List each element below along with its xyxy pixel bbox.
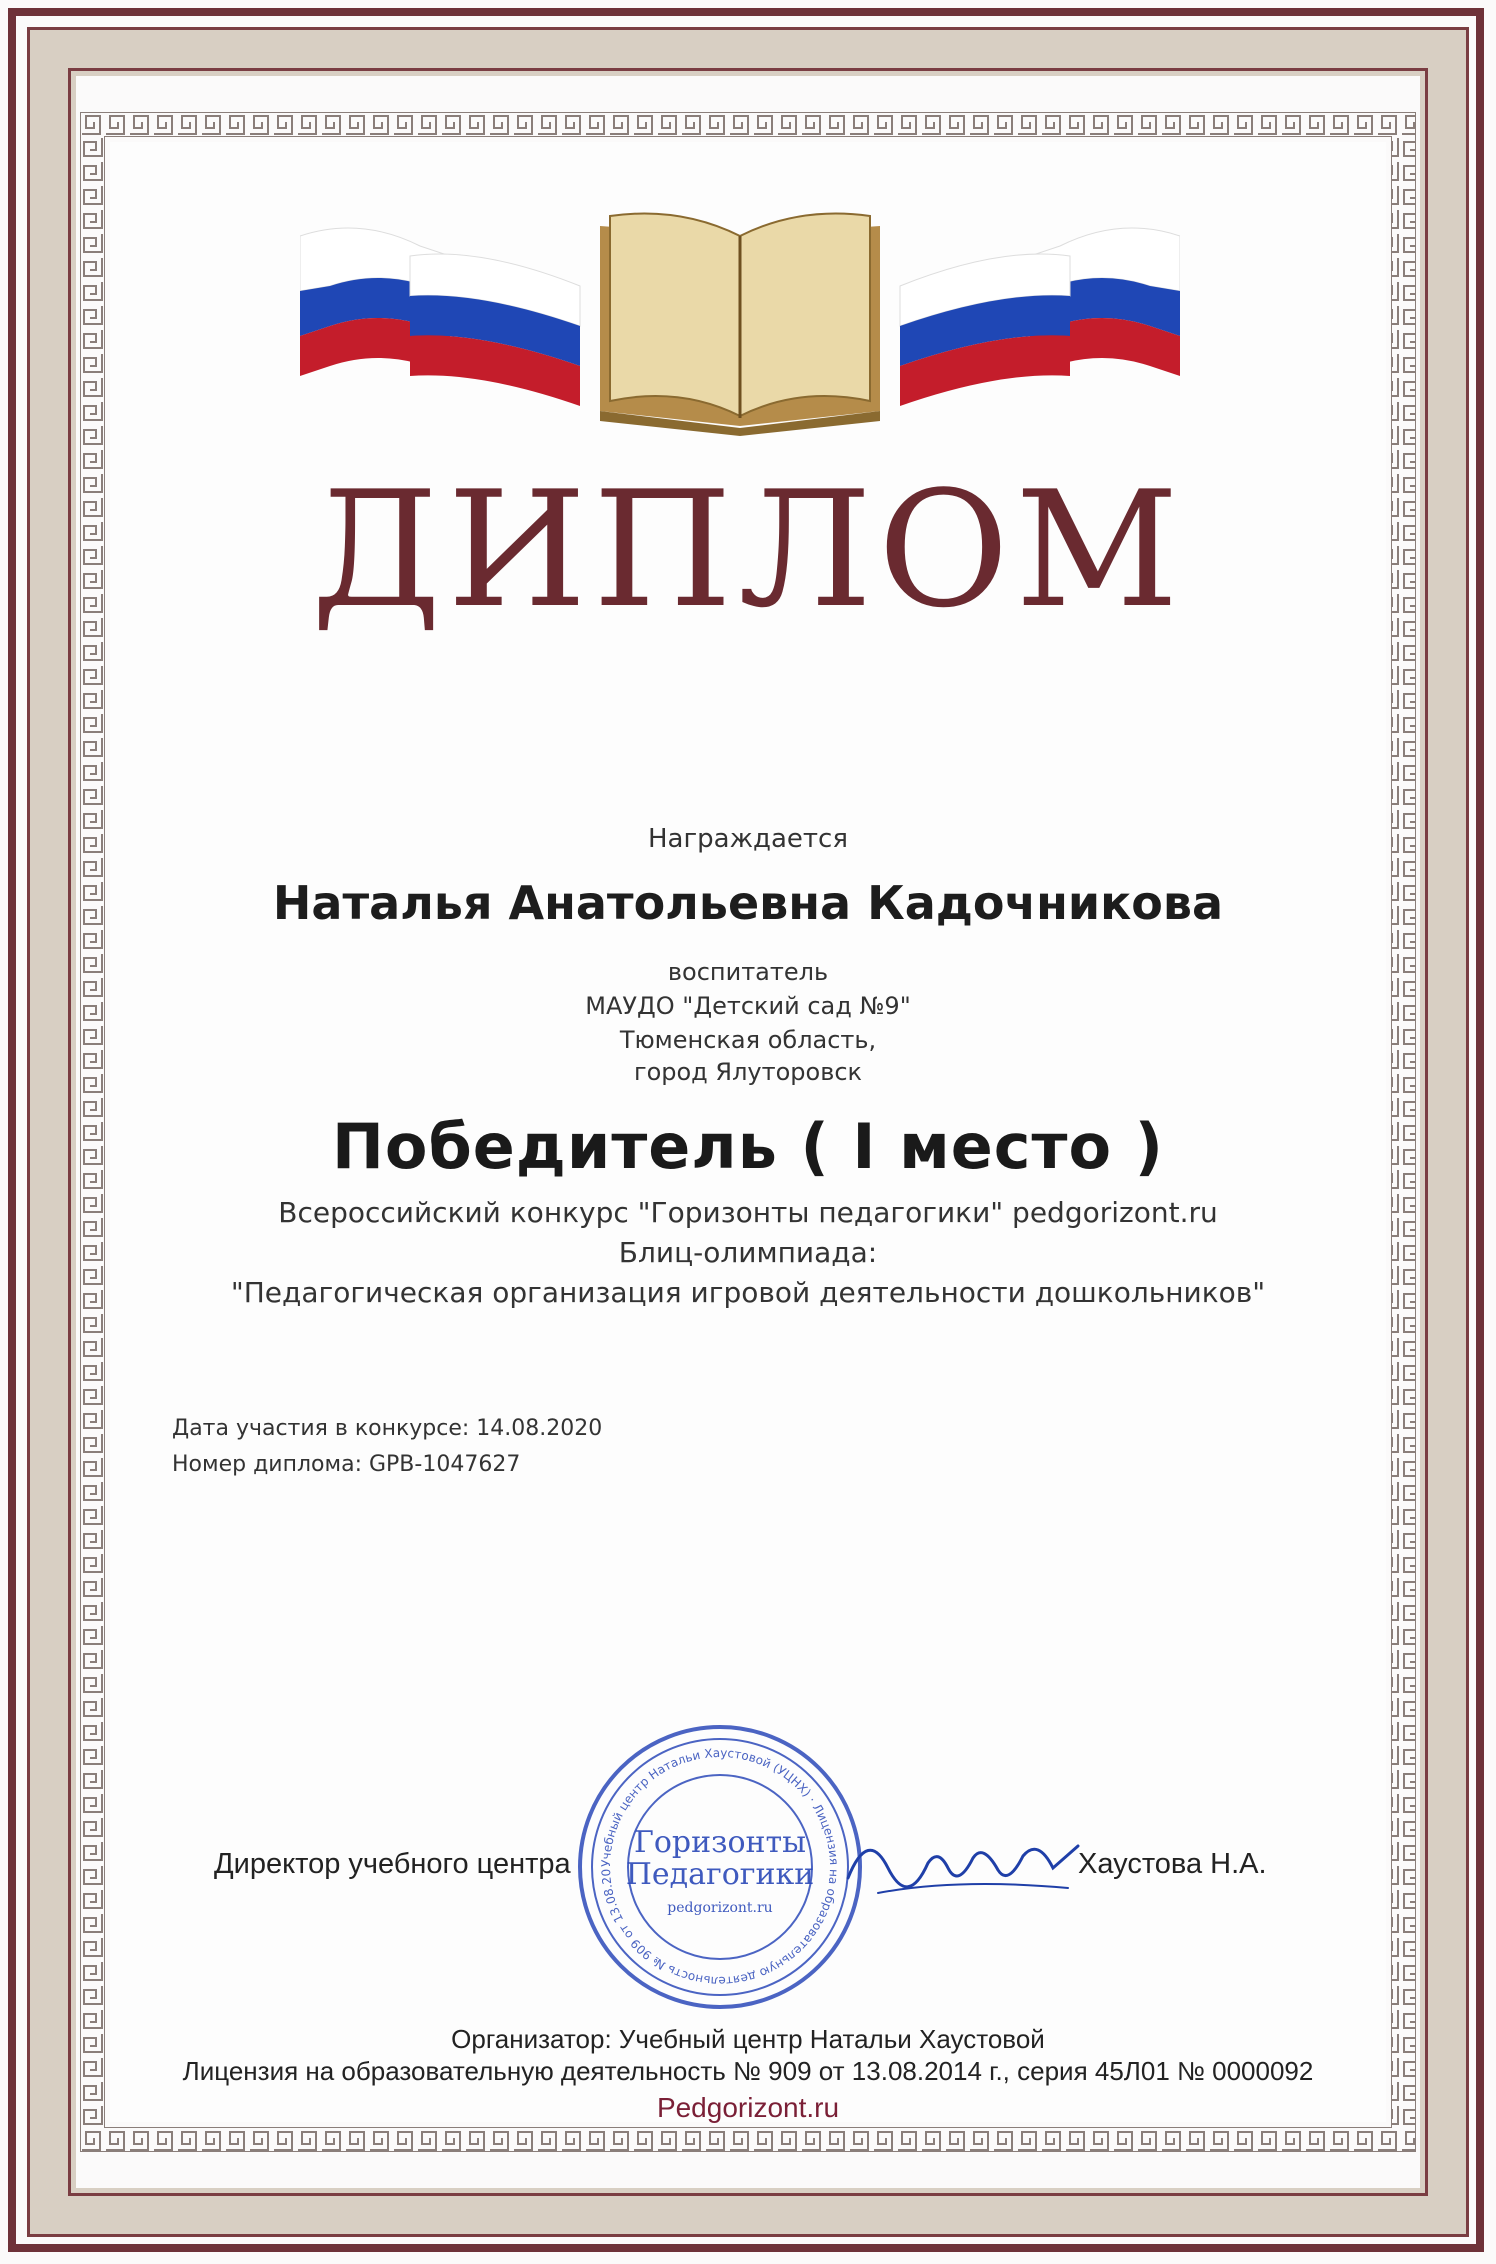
participation-date: Дата участия в конкурсе: 14.08.2020 [172,1416,603,1441]
olympiad-topic: "Педагогическая организация игровой деятельности дошкольников" [230,1276,1266,1309]
recipient-organization: МАУДО "Детский сад №9" [585,992,911,1020]
official-stamp [575,1722,865,2012]
award-label: Награждается [648,824,848,854]
director-name: Хаустова Н.А. [1078,1848,1267,1880]
contest-name: Всероссийский конкурс "Горизонты педагогики" pedgorizont.ru [278,1196,1218,1229]
open-book-icon [600,214,880,437]
stamp-line-1: Горизонты [633,1825,807,1860]
award-place: Победитель ( I место ) [331,1110,1165,1183]
blitz-olympiad-label: Блиц-олимпиада: [618,1236,878,1269]
diploma-number: Номер диплома: GPB-1047627 [172,1452,521,1477]
recipient-region: Тюменская область, [619,1026,877,1054]
flag-ribbon-left-icon [300,228,580,406]
license-line: Лицензия на образовательную деятельность № 909 от 13.08.2014 г., серия 45Л01 № 0000092 [182,2056,1314,2086]
diploma-title: ДИПЛОМ [311,456,1185,643]
stamp-site: pedgorizont.ru [667,1900,773,1916]
stamp-ring-text: Учебный центр Натальи Хаустовой (УЦНХ) · Лицензия на образовательную деятельность № 909 от 13.08.20 [598,1745,842,1989]
recipient-position: воспитатель [667,958,829,986]
recipient-city: город Ялуторовск [633,1058,863,1086]
organizer-line: Организатор: Учебный центр Натальи Хаустовой [451,2024,1045,2054]
recipient-name: Наталья Анатольевна Кадочникова [272,876,1224,930]
handwritten-signature [838,1808,1098,1928]
stamp-line-2: Педагогики [625,1857,815,1892]
flag-book-emblem [300,196,1180,436]
director-label: Директор учебного центра [214,1848,571,1880]
flag-ribbon-right-icon [900,228,1180,406]
site-link[interactable]: Pedgorizont.ru [656,2092,840,2123]
